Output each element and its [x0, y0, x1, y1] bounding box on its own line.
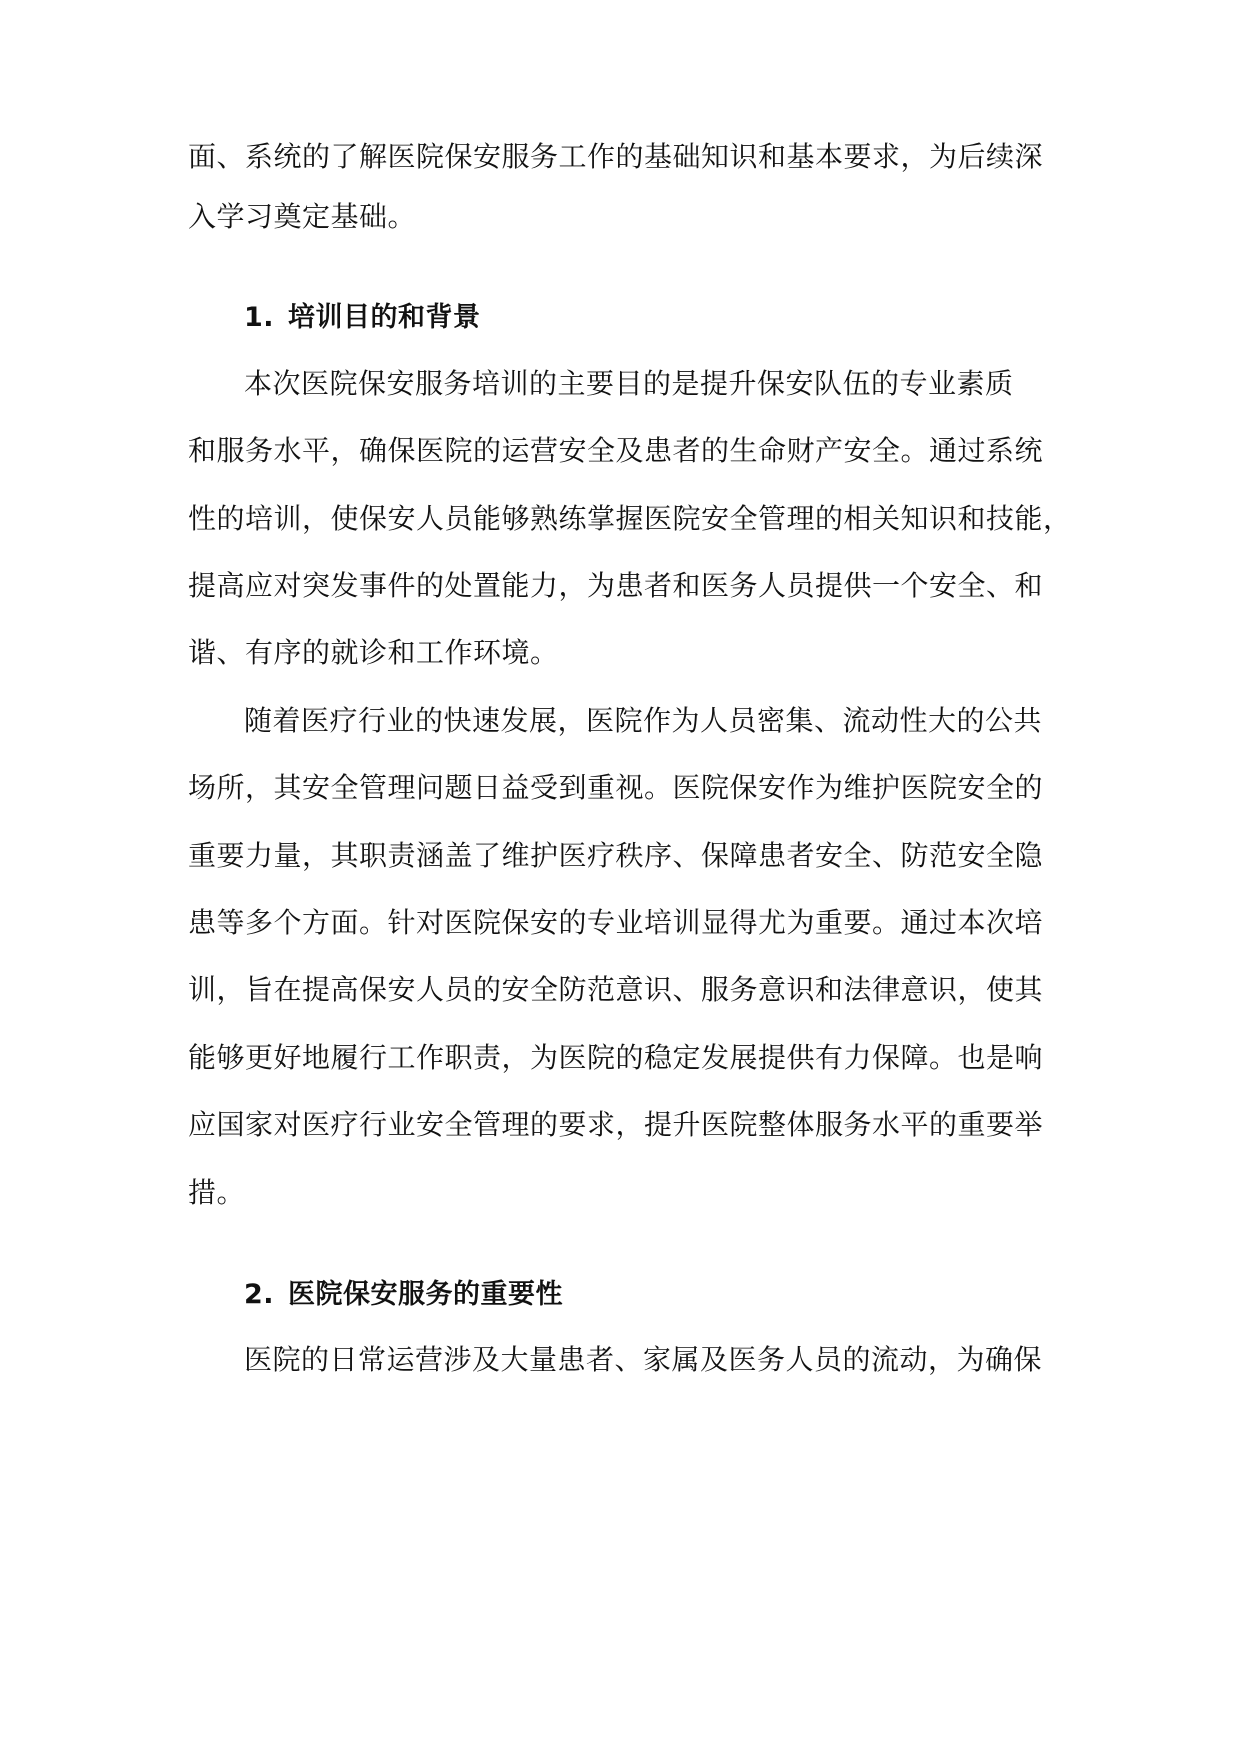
- intro-line-1: 面、系统的了解医院保安服务工作的基础知识和基本要求，为后续深: [188, 140, 1044, 173]
- section-1-para-1-line-2: 和服务水平，确保医院的运营安全及患者的生命财产安全。通过系统: [188, 434, 1044, 467]
- section-1-heading: [244, 300, 481, 336]
- section-2-para-1-line-1: 医院的日常运营涉及大量患者、家属及医务人员的流动，为确保: [244, 1343, 1043, 1376]
- section-1-title: 培训目的和背景: [288, 302, 481, 333]
- section-1-para-2-line-3: 重要力量，其职责涵盖了维护医疗秩序、保障患者安全、防范安全隐: [188, 839, 1044, 872]
- intro-line-2: 入学习奠定基础。: [188, 200, 417, 233]
- section-1-para-2-line-7: 应国家对医疗行业安全管理的要求，提升医院整体服务水平的重要举: [188, 1108, 1044, 1141]
- section-1-para-2-line-4: 患等多个方面。针对医院保安的专业培训显得尤为重要。通过本次培: [188, 906, 1044, 939]
- section-1-para-1-line-5: 谐、有序的就诊和工作环境。: [188, 636, 559, 669]
- section-1-para-1-line-1: 本次医院保安服务培训的主要目的是提升保安队伍的专业素质: [244, 367, 1014, 400]
- section-1-para-2-line-2: 场所，其安全管理问题日益受到重视。医院保安作为维护医院安全的: [188, 771, 1044, 804]
- section-2-heading: [244, 1277, 563, 1313]
- section-1-para-2-line-6: 能够更好地履行工作职责，为医院的稳定发展提供有力保障。也是响: [188, 1041, 1044, 1074]
- section-1-number: 1.: [244, 302, 275, 333]
- section-2-title: 医院保安服务的重要性: [288, 1279, 563, 1310]
- section-2-number: 2.: [244, 1279, 275, 1310]
- section-1-para-2-line-8: 措。: [188, 1176, 246, 1209]
- section-1-para-2-line-5: 训，旨在提高保安人员的安全防范意识、服务意识和法律意识，使其: [188, 973, 1044, 1006]
- section-1-para-1-line-4: 提高应对突发事件的处置能力，为患者和医务人员提供一个安全、和: [188, 569, 1044, 602]
- section-1-para-2-line-1: 随着医疗行业的快速发展，医院作为人员密集、流动性大的公共: [244, 704, 1043, 737]
- section-1-para-1-line-3: 性的培训，使保安人员能够熟练掌握医院安全管理的相关知识和技能，: [188, 502, 1072, 535]
